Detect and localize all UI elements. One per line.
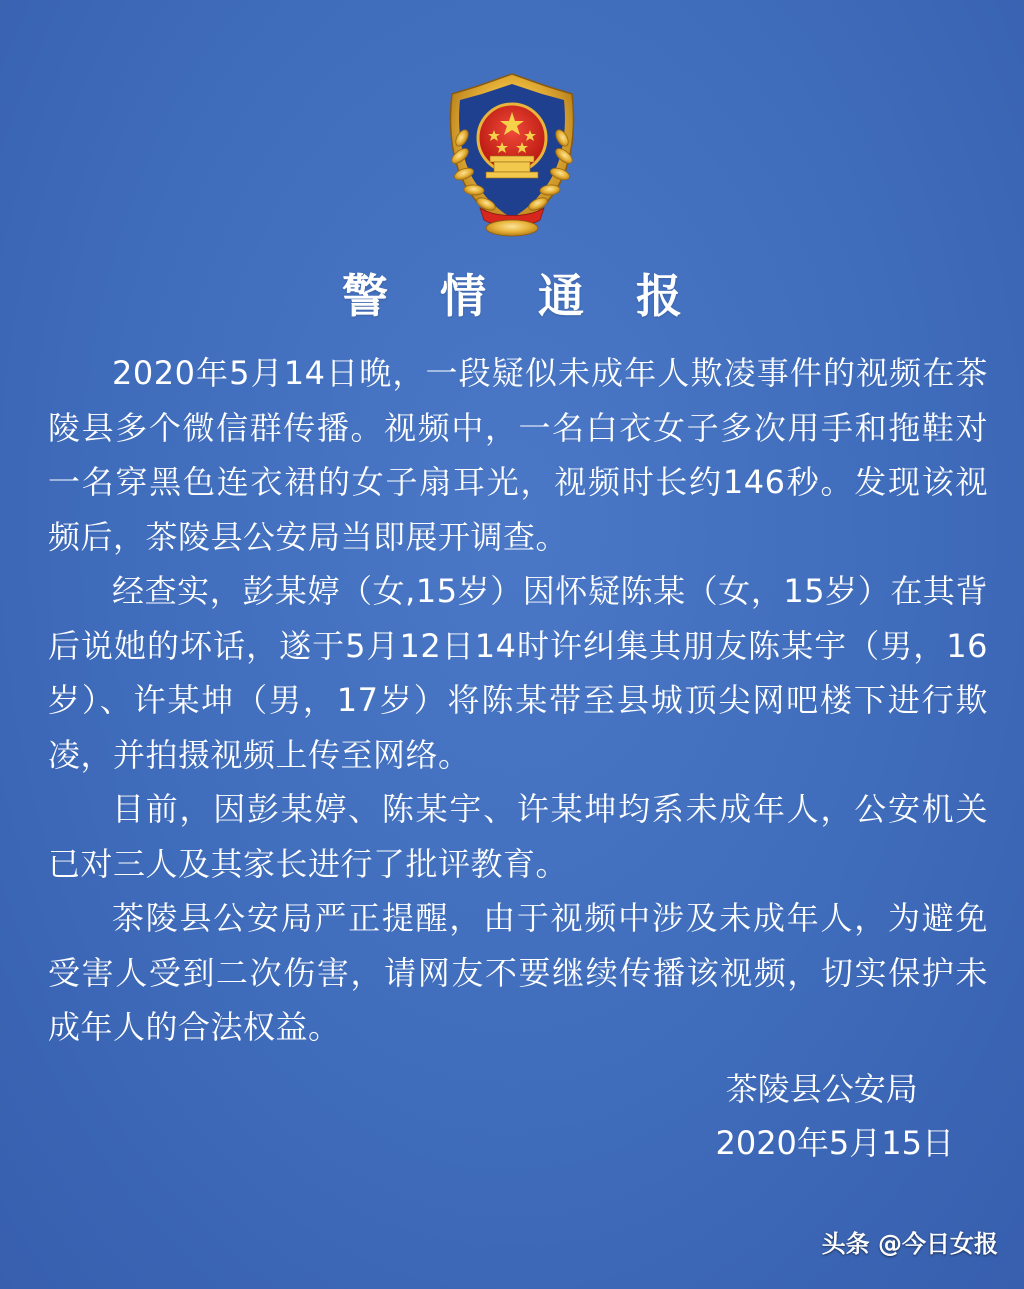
paragraph-reminder: 茶陵县公安局严正提醒，由于视频中涉及未成年人，为避免受害人受到二次伤害，请网友不要继续传播该视频，切实保护未成年人的合法权益。 bbox=[48, 899, 988, 1046]
notice-body bbox=[48, 346, 988, 1055]
source-watermark: 头条 @今日女报 bbox=[821, 1230, 998, 1258]
issuer-name: 茶陵县公安局 bbox=[725, 1070, 918, 1108]
issue-date: 2020年5月15日 bbox=[715, 1124, 954, 1162]
paragraph-handling: 目前，因彭某婷、陈某宇、许某坤均系未成年人，公安机关已对三人及其家长进行了批评教育。 bbox=[48, 790, 988, 883]
police-emblem-icon bbox=[422, 68, 602, 248]
paragraph-investigation: 经查实，彭某婷（女,15岁）因怀疑陈某（女，15岁）在其背后说她的坏话，遂于5月12日14时许纠集其朋友陈某宇（男，16岁）、许某坤（男，17岁）将陈某带至县城顶尖网吧楼下进行欺凌，并拍摄视频上传至网络。 bbox=[48, 572, 988, 774]
signature-block bbox=[715, 1062, 954, 1170]
notice-title: 警 情 通 报 bbox=[341, 269, 701, 323]
paragraph-incident: 2020年5月14日晚，一段疑似未成年人欺凌事件的视频在茶陵县多个微信群传播。视频中，一名白衣女子多次用手和拖鞋对一名穿黑色连衣裙的女子扇耳光，视频时长约146秒。发现该视频后，茶陵县公安局当即展开调查。 bbox=[48, 354, 988, 556]
